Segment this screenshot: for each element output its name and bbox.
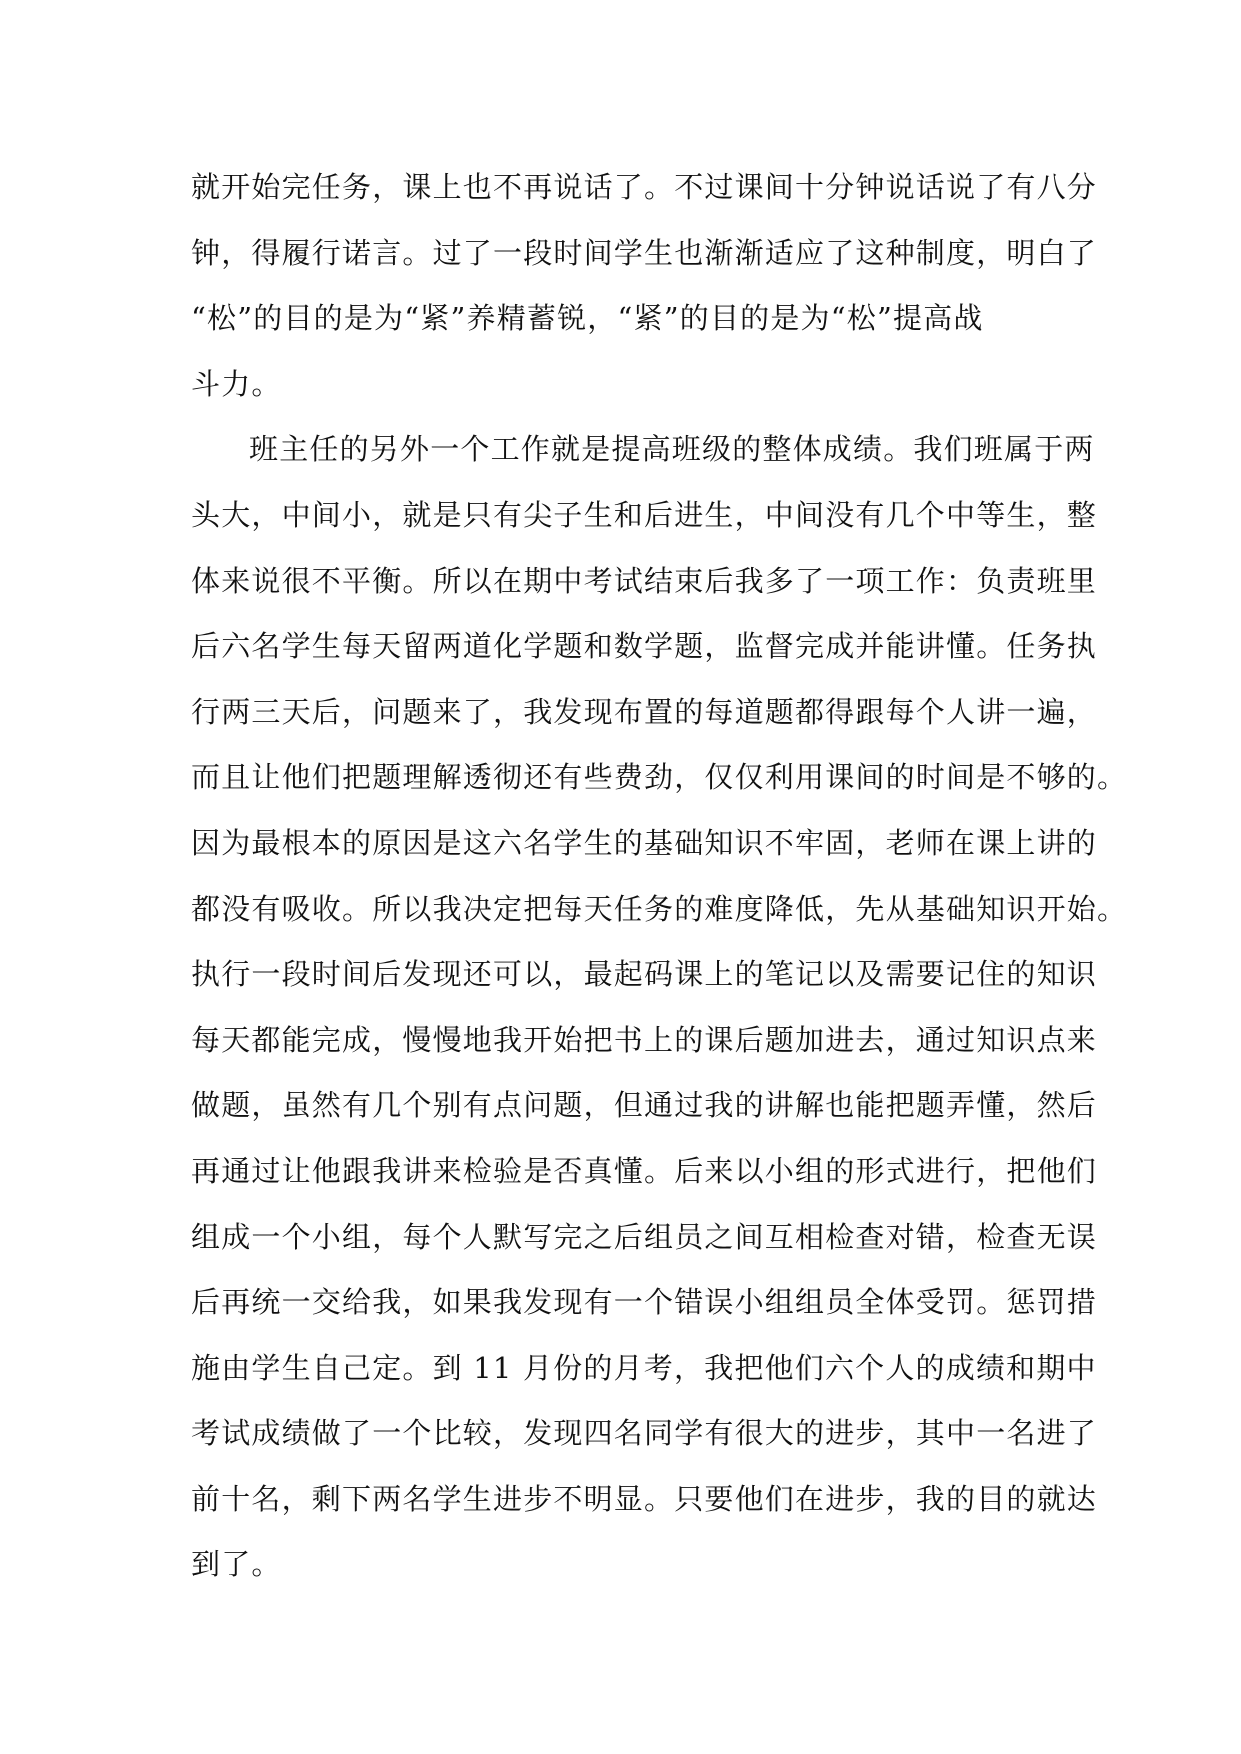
text-line: 施由学生自己定。到 11 月份的月考，我把他们六个人的成绩和期中 <box>191 1350 1097 1385</box>
text-line: 因为最根本的原因是这六名学生的基础知识不牢固，老师在课上讲的 <box>191 825 1098 860</box>
paragraph <box>191 155 1098 417</box>
text-line: 后六名学生每天留两道化学题和数学题，监督完成并能讲懂。任务执 <box>191 629 1098 664</box>
text-line: 就开始完任务，课上也不再说话了。不过课间十分钟说话说了有八分 <box>191 170 1098 204</box>
text-line: 钟，得履行诺言。过了一段时间学生也渐渐适应了这种制度，明白了 <box>191 235 1098 270</box>
body-text <box>191 155 1128 1598</box>
text-line: 再通过让他跟我讲来检验是否真懂。后来以小组的形式进行，把他们 <box>191 1153 1098 1188</box>
text-line: 执行一段时间后发现还可以，最起码课上的笔记以及需要记住的知识 <box>191 957 1098 992</box>
text-line: 到了。 <box>191 1547 282 1582</box>
text-line: 斗力。 <box>191 366 282 401</box>
text-line: 后再统一交给我，如果我发现有一个错误小组组员全体受罚。惩罚措 <box>191 1285 1098 1320</box>
text-line: 头大，中间小，就是只有尖子生和后进生，中间没有几个中等生，整 <box>191 497 1098 532</box>
text-line: 前十名，剩下两名学生进步不明显。只要他们在进步，我的目的就达 <box>191 1481 1098 1516</box>
text-line: 做题，虽然有几个别有点问题，但通过我的讲解也能把题弄懂，然后 <box>191 1088 1098 1123</box>
text-line: 每天都能完成，慢慢地我开始把书上的课后题加进去，通过知识点来 <box>191 1022 1098 1057</box>
paragraph <box>191 417 1128 1598</box>
text-line: 班主任的另外一个工作就是提高班级的整体成绩。我们班属于两 <box>249 432 1095 467</box>
text-line: 体来说很不平衡。所以在期中考试结束后我多了一项工作：负责班里 <box>191 563 1098 598</box>
text-line: 考试成绩做了一个比较，发现四名同学有很大的进步，其中一名进了 <box>191 1416 1098 1451</box>
text-line: 而且让他们把题理解透彻还有些费劲，仅仅利用课间的时间是不够的。 <box>191 760 1128 795</box>
text-line: “松”的目的是为“紧”养精蓄锐，“紧”的目的是为“松”提高战 <box>191 301 984 336</box>
text-line: 都没有吸收。所以我决定把每天任务的难度降低，先从基础知识开始。 <box>191 891 1128 926</box>
text-line: 组成一个小组，每个人默写完之后组员之间互相检查对错，检查无误 <box>191 1219 1098 1254</box>
text-line: 行两三天后，问题来了，我发现布置的每道题都得跟每个人讲一遍， <box>191 694 1098 729</box>
